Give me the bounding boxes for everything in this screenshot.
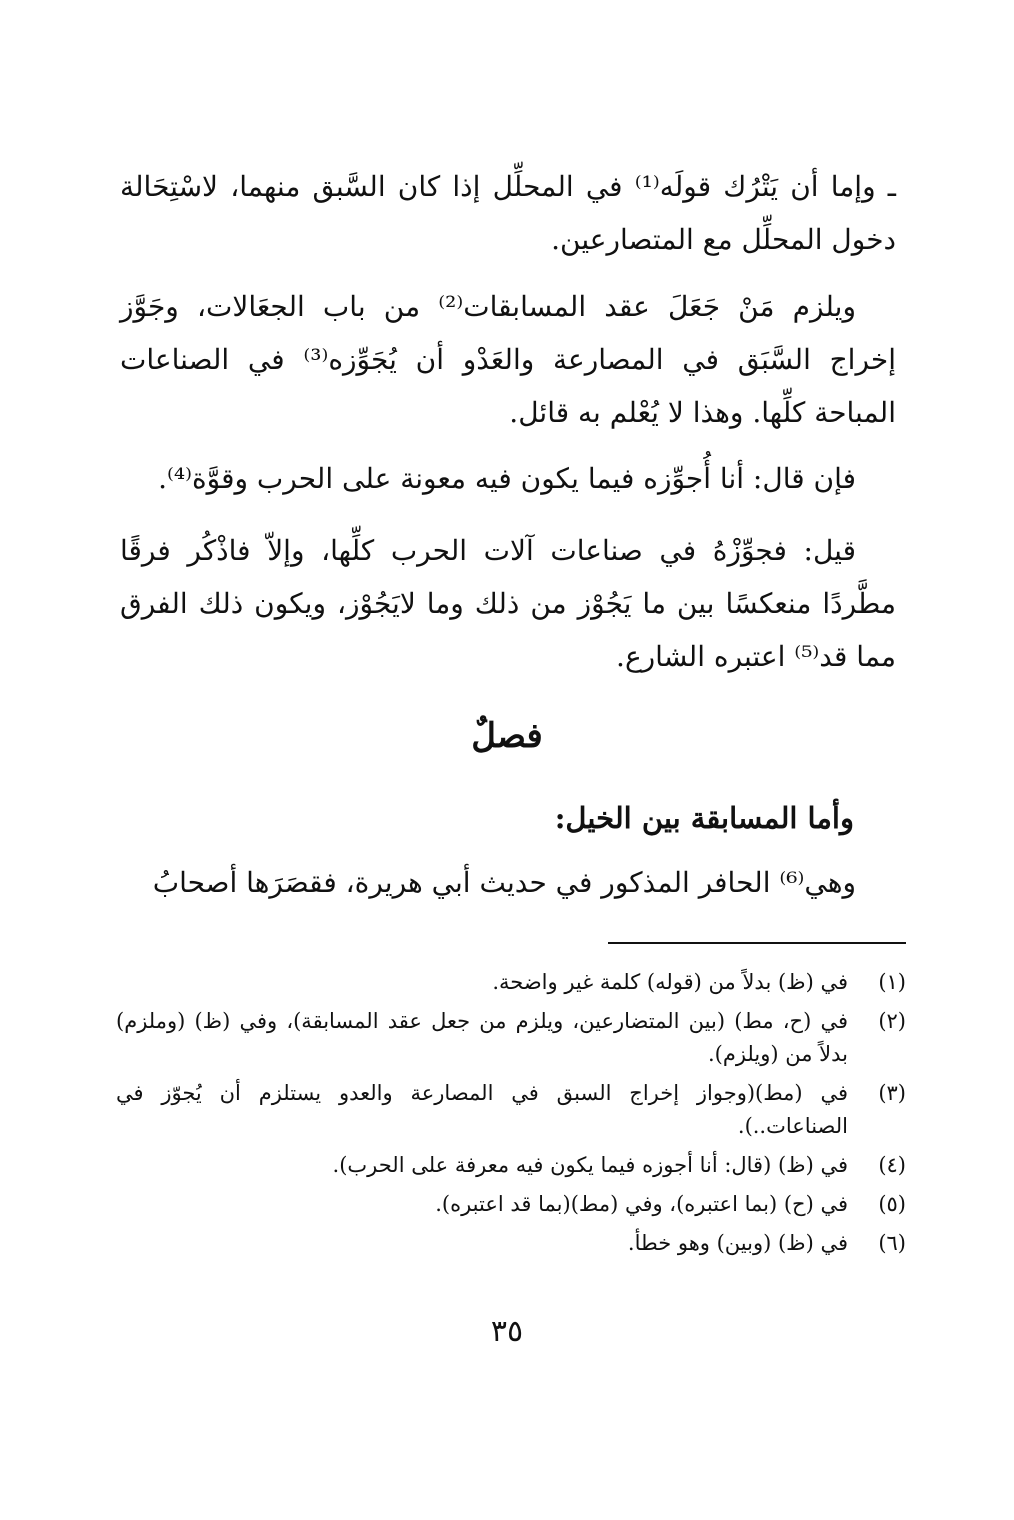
footnote-text: في (مط)(وجواز إخراج السبق في المصارعة والعدو يستلزم أن يُجوّز في الصناعات..). [116, 1081, 848, 1138]
footnote [116, 1149, 906, 1182]
footnote-number: (٦) [878, 1231, 906, 1255]
section-heading: فصلٌ [471, 716, 543, 756]
footnote-text: في (ح) (بما اعتبره)، وفي (مط)(بما قد اعتبره). [435, 1192, 848, 1216]
subheading: وأما المسابقة بين الخيل: [554, 801, 854, 835]
footnote-number: (٢) [878, 1009, 906, 1033]
paragraph-1: ـ وإما أن يَتْرُك قولَه⁽¹⁾ في المحلِّل إذا كان السَّبق منهما، لاسْتِحَالة دخول المحلِّل مع المتصارعين. [120, 170, 896, 256]
footnote-text: في (ظ) (قال: أنا أجوزه فيما يكون فيه معرفة على الحرب). [332, 1153, 848, 1177]
page-number: ٣٥ [490, 1314, 524, 1349]
footnote-number: (٣) [878, 1081, 906, 1105]
footnote-number: (٥) [878, 1192, 906, 1216]
footnote-text: في (ظ) (وبين) وهو خطأ. [627, 1231, 848, 1255]
closing-paragraph: وهي⁽⁶⁾ الحافر المذكور في حديث أبي هريرة، فقصَرَها أصحابُ [152, 866, 856, 899]
footnote [116, 1188, 906, 1221]
footnote-text: في (ظ) بدلاً من (قوله) كلمة غير واضحة. [492, 970, 848, 994]
footnote [116, 1077, 906, 1143]
footnote [116, 966, 906, 999]
footnote-number: (١) [878, 970, 906, 994]
footnote [116, 1227, 906, 1260]
footnotes [116, 966, 906, 1266]
paragraph-3: فإن قال: أنا أُجوِّزه فيما يكون فيه معونة على الحرب وقوَّة⁽⁴⁾. [158, 462, 856, 495]
footnote-text: في (ح، مط) (بين المتضارعين، ويلزم من جعل عقد المسابقة)، وفي (ظ) (وملزم) بدلاً من (ويلزم). [116, 1009, 848, 1066]
footnote-separator [608, 942, 906, 944]
footnote [116, 1005, 906, 1071]
paragraph-2: ويلزم مَنْ جَعَلَ عقد المسابقات⁽²⁾ من باب الجعَالات، وجَوَّز إخراج السَّبَق في المصارعة والعَدْو أن يُجَوِّزه⁽³⁾ في الصناعات المباحة كلِّها. وهذا لا يُعْلم به قائل. [120, 290, 896, 429]
footnote-number: (٤) [878, 1153, 906, 1177]
paragraph-4: قيل: فجوِّزْهُ في صناعات آلات الحرب كلِّها، وإلاّ فاذْكُر فرقًا مطَّردًا منعكسًا بين ما يَجُوْز من ذلك وما لايَجُوْز، ويكون ذلك الفرق مما قد⁽⁵⁾ اعتبره الشارع. [120, 534, 896, 673]
